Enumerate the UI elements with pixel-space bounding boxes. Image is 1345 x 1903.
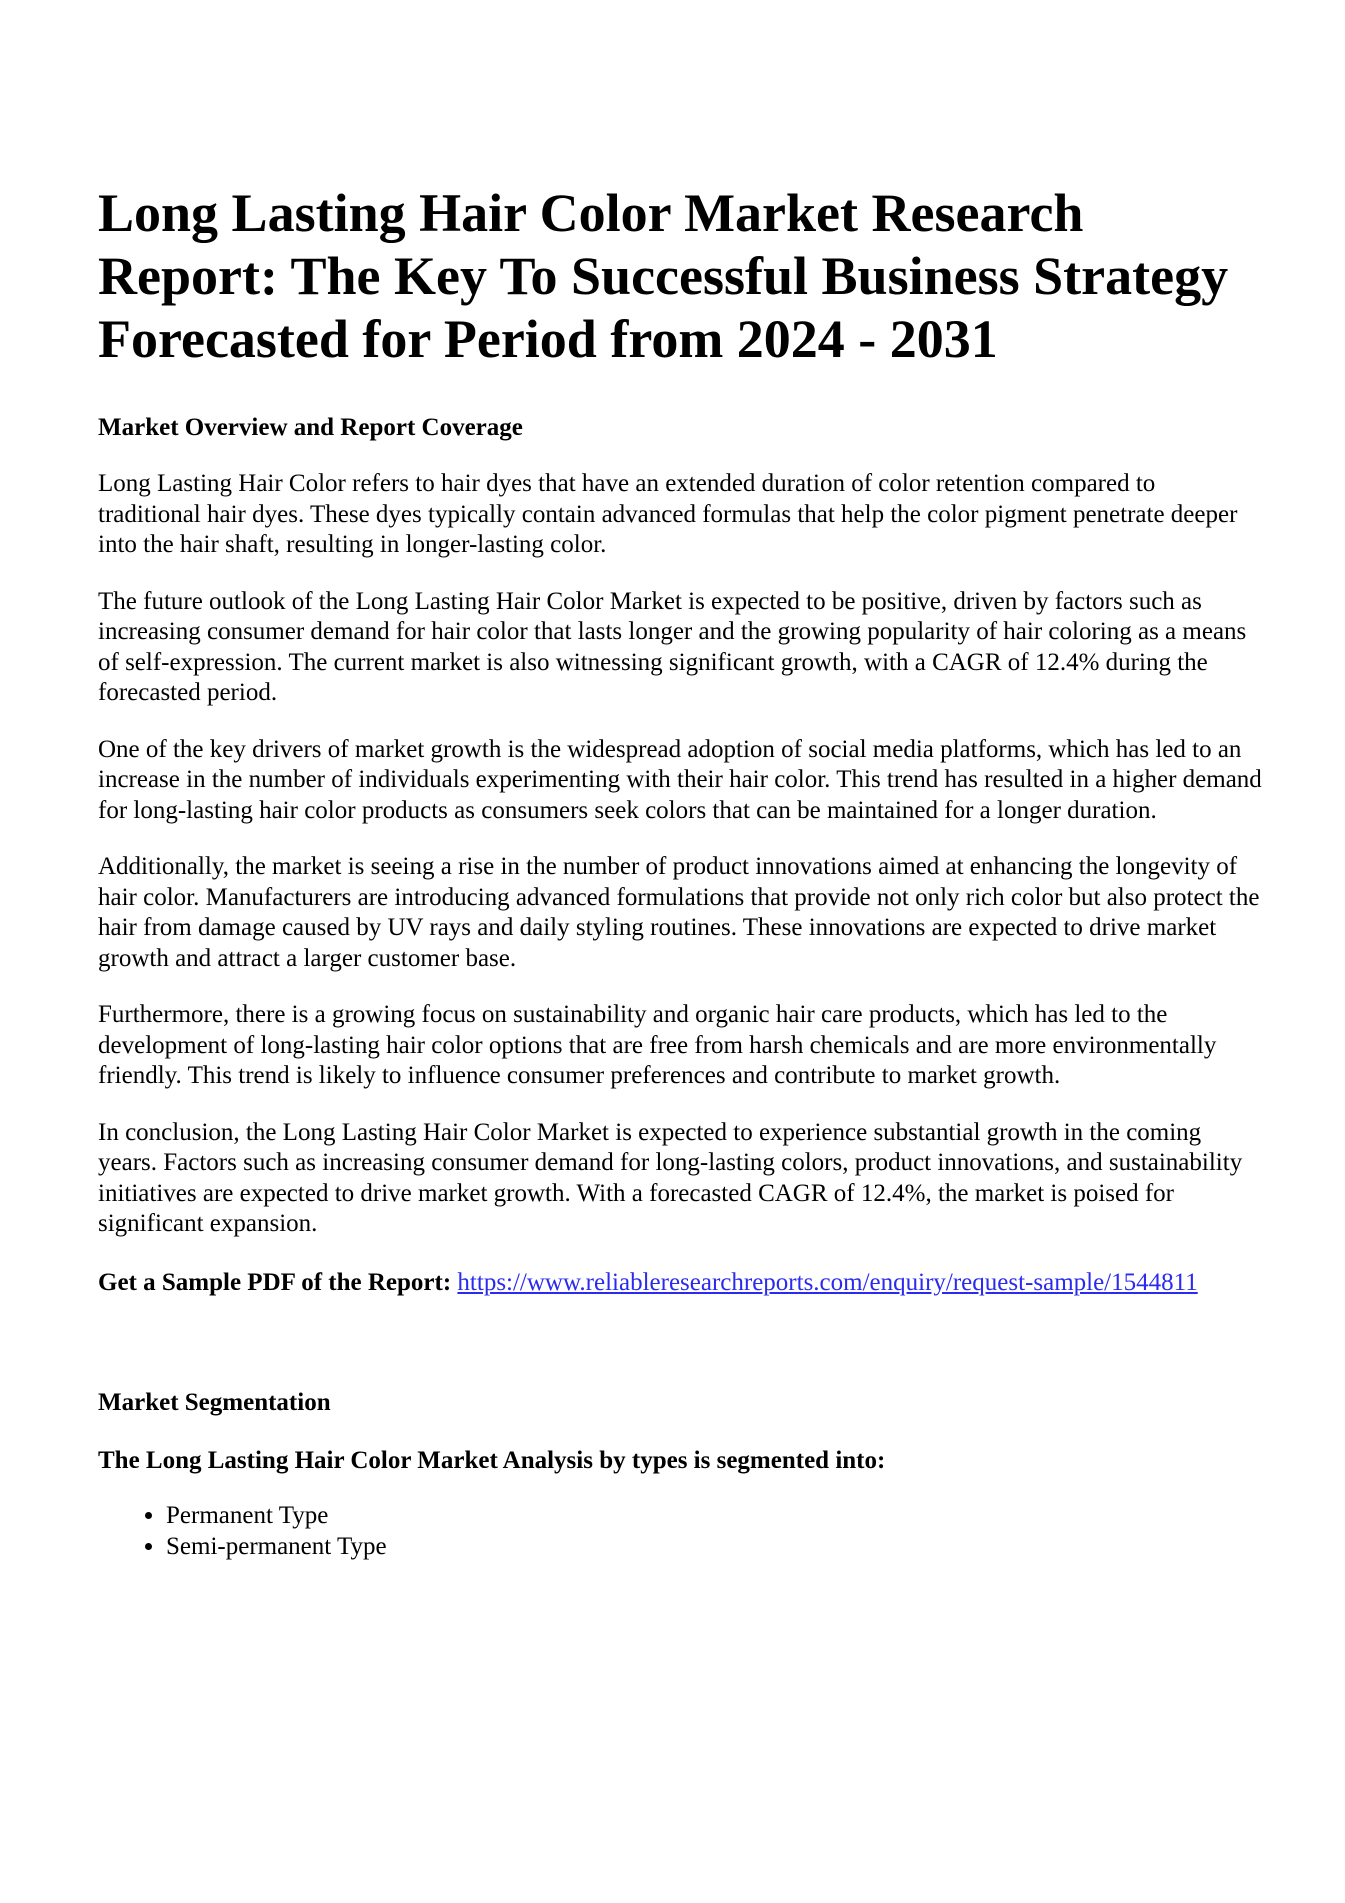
paragraph-drivers: One of the key drivers of market growth is the widespread adoption of social media platforms, which has led to an increase in the number of individuals experimenting with their hair color. This trend has resulted in a higher demand for long-lasting hair color products as consumers seek colors that can be maintained for a longer duration. xyxy=(98,735,1262,824)
list-item: • Permanent Type xyxy=(166,1500,1263,1531)
paragraph-outlook: The future outlook of the Long Lasting Hair Color Market is expected to be positive, driven by factors such as increasing consumer demand for hair color that lasts longer and the growing popularity of hair coloring as a means of self-expression. The current market is also witnessing significant growth, with a CAGR of 12.4% during the forecasted period. xyxy=(98,587,1247,706)
paragraph-sustainability: Furthermore, there is a growing focus on sustainability and organic hair care products, which has led to the development of long-lasting hair color options that are free from harsh chemicals and are more environmentally friendly. This trend is likely to influence consumer preferences and contribute to market growth. xyxy=(98,1001,1217,1089)
page-title: Long Lasting Hair Color Market Research Report: The Key To Successful Business Strategy Forecasted for Period from 2024 - 2031 xyxy=(98,183,1229,369)
document-page xyxy=(98,182,1263,1562)
types-list xyxy=(98,1500,1263,1562)
segmentation-heading: Market Segmentation xyxy=(98,1389,331,1416)
sample-pdf-line xyxy=(98,1268,1263,1299)
types-heading: The Long Lasting Hair Color Market Analysis by types is segmented into: xyxy=(98,1447,886,1474)
paragraph-definition: Long Lasting Hair Color refers to hair dyes that have an extended duration of color retention compared to traditional hair dyes. These dyes typically contain advanced formulas that help the color pigment penetrate deeper into the hair shaft, resulting in longer-lasting color. xyxy=(98,470,1238,558)
list-item: • Semi-permanent Type xyxy=(166,1531,1263,1562)
sample-pdf-link[interactable]: https://www.reliableresearchreports.com/enquiry/request-sample/1544811 xyxy=(457,1268,1198,1296)
overview-heading: Market Overview and Report Coverage xyxy=(98,414,523,441)
paragraph-conclusion: In conclusion, the Long Lasting Hair Color Market is expected to experience substantial growth in the coming years. Factors such as increasing consumer demand for long-lasting colors, product innovations, and sustainability initiatives are expected to drive market growth. With a forecasted CAGR of 12.4%, the market is poised for significant expansion. xyxy=(98,1118,1243,1237)
paragraph-innovations: Additionally, the market is seeing a rise in the number of product innovations aimed at enhancing the longevity of hair color. Manufacturers are introducing advanced formulations that provide not only rich color but also protect the hair from damage caused by UV rays and daily styling routines. These innovations are expected to drive market growth and attract a larger customer base. xyxy=(98,853,1260,972)
sample-pdf-label: Get a Sample PDF of the Report: xyxy=(98,1268,452,1296)
